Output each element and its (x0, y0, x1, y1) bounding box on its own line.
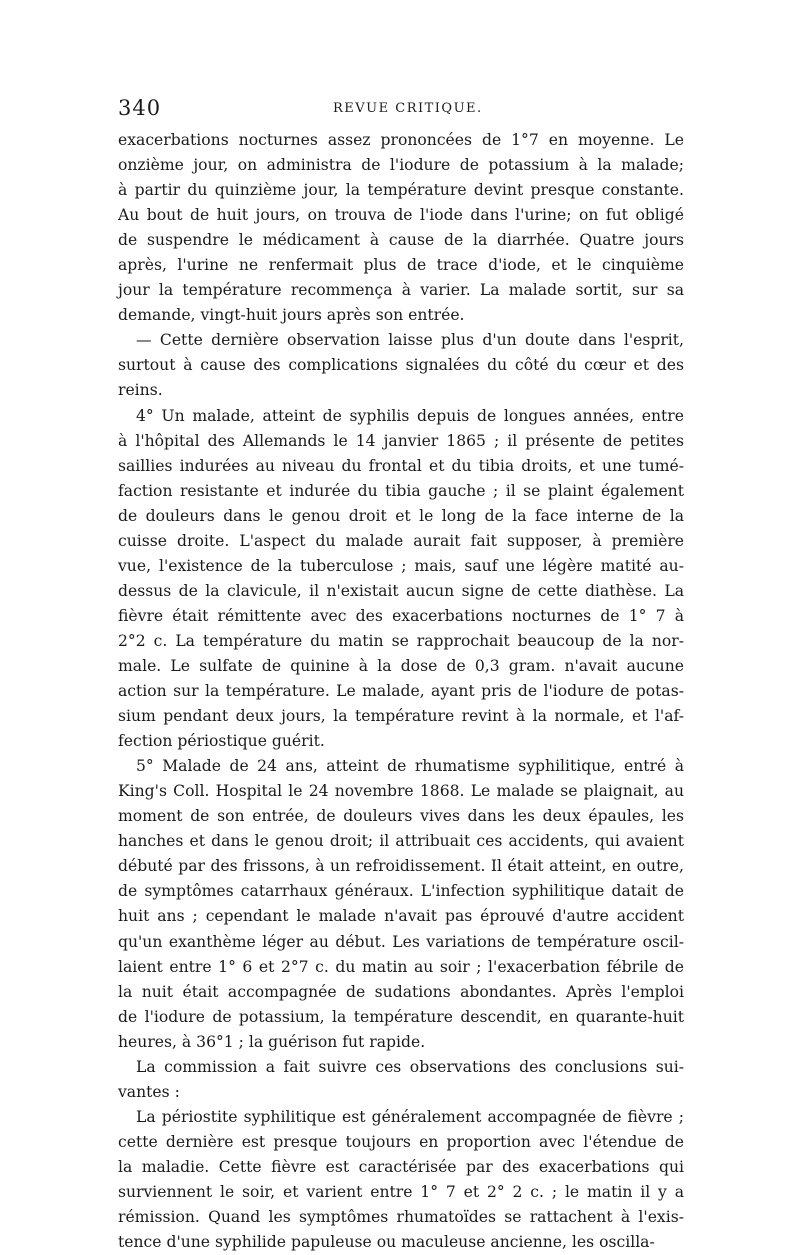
text-line: sium pendant deux jours, la température revint à la normale, et l'af- (118, 707, 684, 726)
text-line: dessus de la clavicule, il n'existait aucun signe de cette diathèse. La (118, 581, 684, 600)
text-line: rémission. Quand les symptômes rhumatoïdes se rattachent à l'exis- (118, 1208, 684, 1227)
text-line: moment de son entrée, de douleurs vives dans les deux épaules, les (118, 807, 684, 826)
text-line: à partir du quinzième jour, la température devint presque constante. (118, 181, 684, 200)
text-line: La commission a fait suivre ces observations des conclusions sui- (136, 1057, 684, 1076)
text-line: onzième jour, on administra de l'iodure de potassium à la malade; (118, 156, 684, 175)
header-title: REVUE CRITIQUE. (333, 101, 483, 116)
text-line: de suspendre le médicament à cause de la diarrhée. Quatre jours (118, 231, 684, 250)
paragraph (118, 128, 684, 328)
text-line: vue, l'existence de la tuberculose ; mais, sauf une légère matité au- (118, 556, 684, 575)
text-line: saillies indurées au niveau du frontal et du tibia droits, et une tumé- (118, 456, 684, 475)
text-line: de symptômes catarrhaux généraux. L'infection syphilitique datait de (118, 882, 684, 901)
text-line: demande, vingt-huit jours après son entrée. (118, 306, 465, 325)
text-line: hanches et dans le genou droit; il attribuait ces accidents, qui avaient (118, 832, 684, 851)
text-line: huit ans ; cependant le malade n'avait pas éprouvé d'autre accident (118, 907, 684, 926)
text-line: King's Coll. Hospital le 24 novembre 1868. Le malade se plaignait, au (118, 782, 684, 801)
text-line: 4° Un malade, atteint de syphilis depuis de longues années, entre (136, 406, 684, 425)
text-line: surviennent le soir, et varient entre 1° 7 et 2° 2 c. ; le matin il y a (118, 1182, 684, 1201)
text-line: 2°2 c. La température du matin se rapprochait beaucoup de la nor- (118, 631, 684, 650)
text-line: cuisse droite. L'aspect du malade aurait fait supposer, à première (118, 531, 684, 550)
text-line: cette dernière est presque toujours en proportion avec l'étendue de (118, 1132, 684, 1151)
text-line: La périostite syphilitique est généralement accompagnée de fièvre ; (136, 1107, 684, 1126)
text-line: tence d'une syphilide papuleuse ou maculeuse ancienne, les oscilla- (118, 1233, 655, 1252)
page (118, 96, 684, 1255)
text-line: male. Le sulfate de quinine à la dose de 0,3 gram. n'avait aucune (118, 656, 684, 675)
text-line: heures, à 36°1 ; la guérison fut rapide. (118, 1032, 426, 1051)
text-line: après, l'urine ne renfermait plus de trace d'iode, et le cinquième (118, 256, 684, 275)
text-line: exacerbations nocturnes assez prononcées de 1°7 en moyenne. Le (118, 131, 684, 149)
text-line: reins. (118, 381, 163, 400)
text-line: de douleurs dans le genou droit et le long de la face interne de la (118, 506, 684, 525)
page-number: 340 (118, 96, 162, 120)
text-line: de l'iodure de potassium, la température descendit, en quarante-huit (118, 1007, 684, 1026)
text-line: à l'hôpital des Allemands le 14 janvier 1865 ; il présente de petites (118, 431, 684, 450)
paragraph (118, 404, 684, 755)
body-text (118, 128, 684, 1255)
text-line: surtout à cause des complications signalées du côté du cœur et des (118, 356, 684, 375)
text-line: vantes : (118, 1082, 180, 1101)
text-line: fection périostique guérit. (118, 732, 325, 751)
text-line: — Cette dernière observation laisse plus d'un doute dans l'esprit, (136, 331, 684, 350)
paragraph (118, 1055, 684, 1105)
text-line: la nuit était accompagnée de sudations abondantes. Après l'emploi (118, 982, 684, 1001)
paragraph (118, 754, 684, 1055)
running-head (118, 96, 684, 122)
paragraph (118, 1105, 684, 1255)
paragraph (118, 328, 684, 403)
text-line: faction resistante et indurée du tibia gauche ; il se plaint également (118, 481, 684, 500)
text-line: action sur la température. Le malade, ayant pris de l'iodure de potas- (118, 682, 684, 701)
text-line: fièvre était rémittente avec des exacerbations nocturnes de 1° 7 à (118, 606, 684, 625)
text-line: la maladie. Cette fièvre est caractérisée par des exacerbations qui (118, 1157, 684, 1176)
text-line: jour la température recommença à varier. La malade sortit, sur sa (118, 281, 684, 300)
text-line: laient entre 1° 6 et 2°7 c. du matin au soir ; l'exacerbation fébrile de (118, 957, 684, 976)
text-line: 5° Malade de 24 ans, atteint de rhumatisme syphilitique, entré à (136, 757, 684, 776)
text-line: débuté par des frissons, à un refroidissement. Il était atteint, en outre, (118, 857, 684, 876)
text-line: qu'un exanthème léger au début. Les variations de température oscil- (118, 932, 684, 951)
text-line: Au bout de huit jours, on trouva de l'iode dans l'urine; on fut obligé (118, 206, 684, 225)
